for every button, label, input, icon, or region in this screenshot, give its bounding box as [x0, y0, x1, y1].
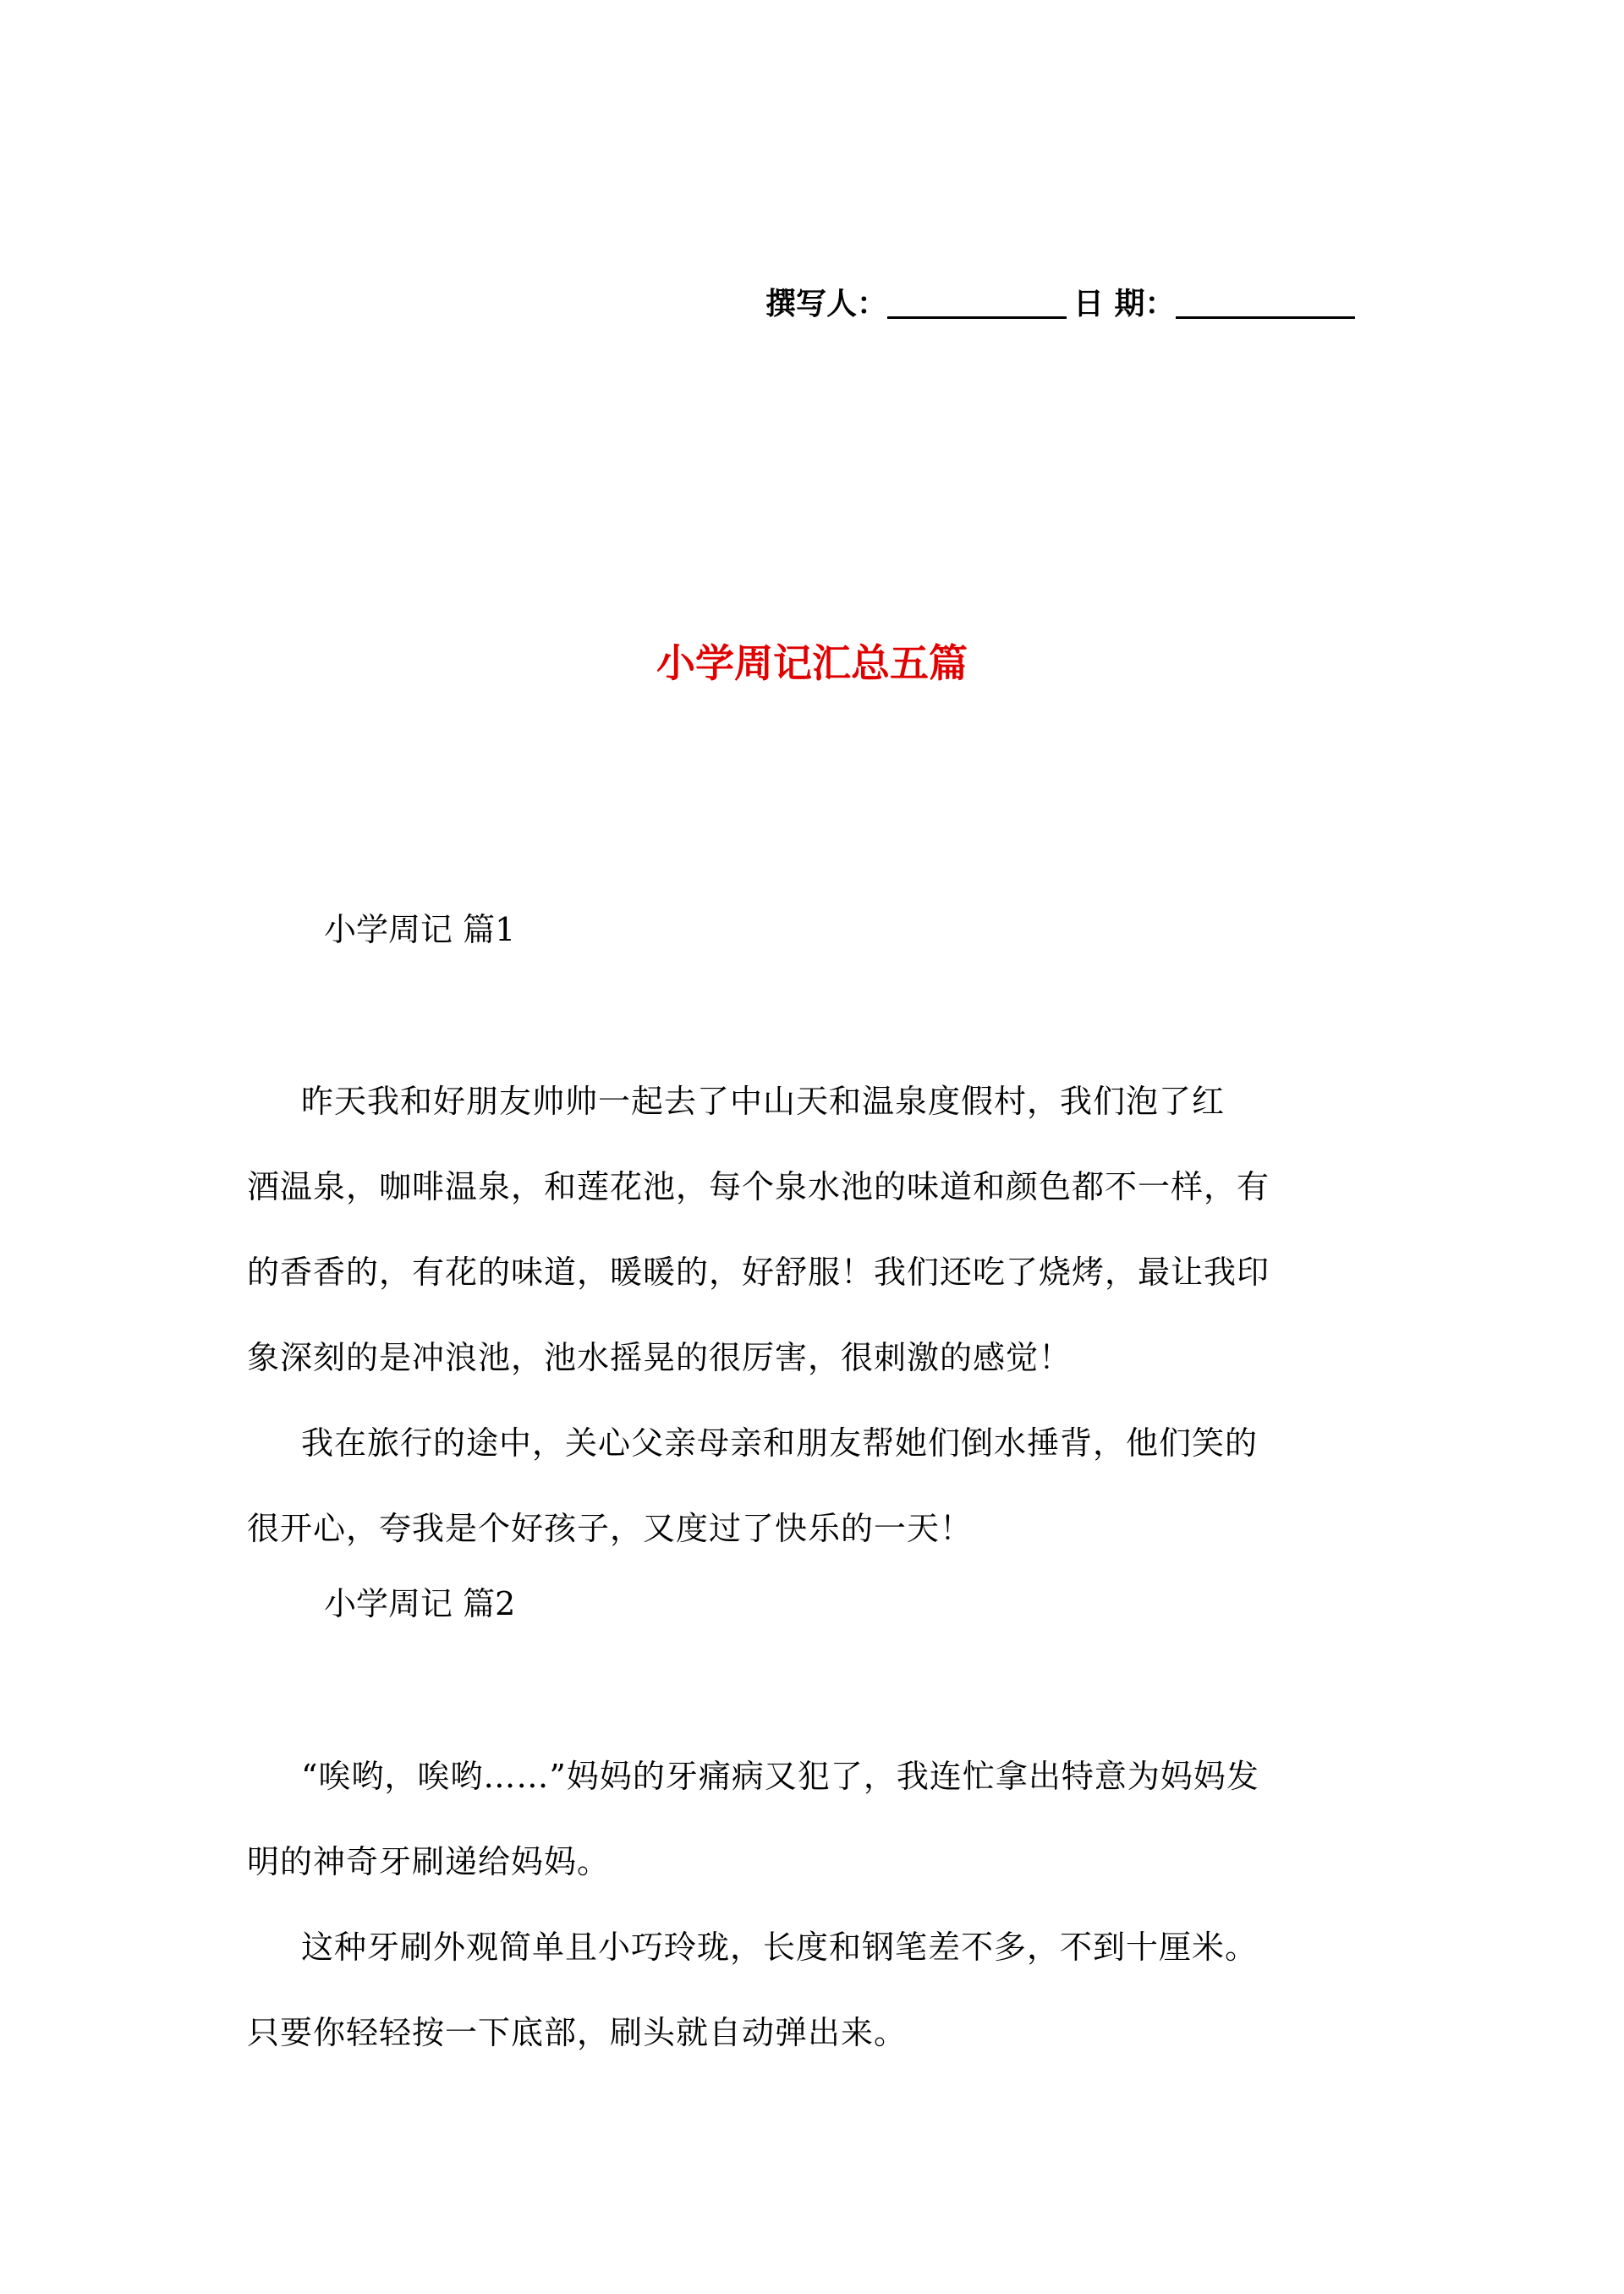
section-heading-1: 小学周记 篇1 [324, 911, 516, 948]
date-label: 日 期： [1073, 286, 1176, 321]
date-blank [1176, 288, 1355, 319]
paragraph-line: 的香香的，有花的味道，暖暖的，好舒服！我们还吃了烧烤，最让我印 [247, 1254, 1270, 1291]
paragraph-line: 我在旅行的途中，关心父亲母亲和朋友帮她们倒水捶背，他们笑的 [301, 1424, 1259, 1462]
paragraph-line: 这种牙刷外观简单且小巧玲珑，长度和钢笔差不多，不到十厘米。 [301, 1929, 1259, 1966]
section-heading-2: 小学周记 篇2 [324, 1585, 516, 1622]
author-date-line [765, 283, 1391, 324]
paragraph-line: 昨天我和好朋友帅帅一起去了中山天和温泉度假村，我们泡了红 [301, 1083, 1226, 1120]
author-label: 撰写人： [765, 286, 888, 321]
paragraph [247, 1401, 1385, 1572]
document-title: 小学周记汇总五篇 [656, 640, 968, 686]
paragraph-line: 象深刻的是冲浪池，池水摇晃的很厉害，很刺激的感觉！ [247, 1339, 1073, 1376]
paragraph-line: 很开心，夸我是个好孩子，又度过了快乐的一天！ [247, 1510, 974, 1547]
paragraph-line: 酒温泉，咖啡温泉，和莲花池，每个泉水池的味道和颜色都不一样，有 [247, 1168, 1270, 1205]
paragraph-line: 只要你轻轻按一下底部，刷头就自动弹出来。 [247, 2014, 908, 2051]
paragraph [247, 1905, 1385, 2076]
paragraph [247, 1734, 1385, 1905]
author-blank [887, 288, 1067, 319]
paragraph [247, 1059, 1385, 1401]
paragraph-line: 明的神奇牙刷递给妈妈。 [247, 1843, 611, 1880]
paragraph-line: “唉哟，唉哟……”妈妈的牙痛病又犯了，我连忙拿出特意为妈妈发 [301, 1758, 1259, 1795]
